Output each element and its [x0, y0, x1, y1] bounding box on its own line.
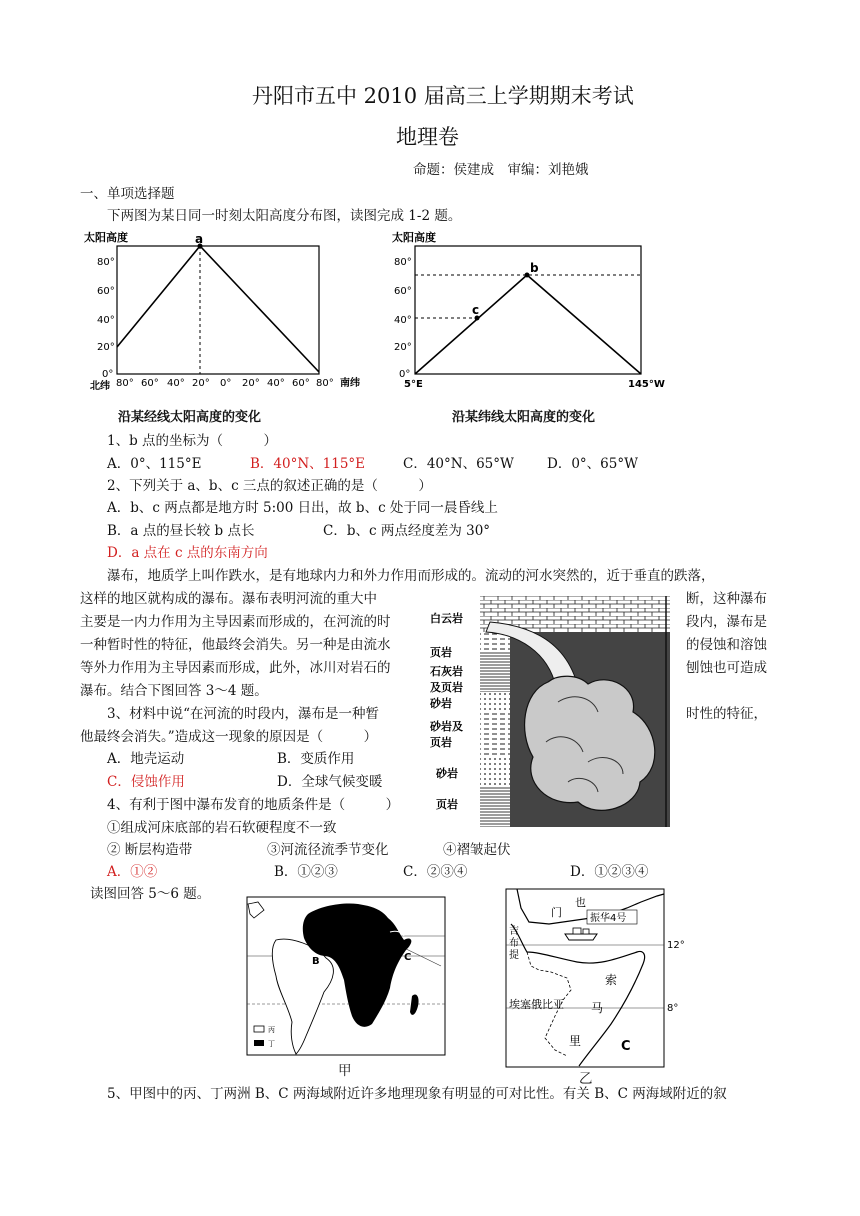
chart-left-line: [117, 246, 319, 372]
chart-left-xtick: 20°: [192, 378, 210, 389]
chart-left-xtick: 60°: [292, 378, 310, 389]
q2-option-c: C．b、c 两点经度差为 30°: [323, 523, 491, 539]
passage-line: 这样的地区就构成的瀑布。瀑布表明河流的重大中: [80, 591, 377, 607]
map-yi-suo: 索: [605, 973, 618, 987]
stratum-label: 白云岩: [430, 612, 463, 625]
map-yi-ma: 马: [591, 1001, 604, 1015]
stratum-label: 页岩: [430, 736, 452, 749]
q3-option-d: D．全球气候变暖: [277, 774, 383, 790]
map-jia-label-c: C: [404, 952, 412, 963]
map-yi-lat8: 8°: [667, 1003, 679, 1014]
map-jia-label-b: B: [312, 956, 320, 967]
q1-option-b: B．40°N、115°E: [250, 456, 366, 472]
map-jia-caption: 甲: [338, 1063, 352, 1079]
page-subtitle: 地理卷: [396, 125, 459, 149]
q5-stem: 5、甲图中的丙、丁两洲 B、C 两海域附近许多地理现象有明显的可对比性。有关 B、C 两海域附近的叙: [107, 1086, 727, 1102]
q4-stem: 4、有利于图中瀑布发育的地质条件是（ ）: [107, 797, 400, 813]
q1-stem: 1、b 点的坐标为（ ）: [107, 433, 278, 449]
stratum-label: 砂岩: [430, 697, 452, 710]
map-jia-legend-bing: 丙: [268, 1026, 275, 1034]
chart-right-xlabel-left: 5°E: [404, 379, 423, 390]
chart-right-ytick: 0°: [399, 369, 411, 380]
chart-left: [80, 226, 370, 398]
section-heading: 一、单项选择题: [80, 186, 175, 202]
q4-option-a: A．①②: [107, 864, 158, 880]
chart-right-point-b: [525, 273, 530, 278]
chart-right-point-c-label: c: [472, 303, 480, 317]
chart-right-ytick: 20°: [394, 342, 412, 353]
q4-option-b: B．①②③: [274, 864, 338, 880]
passage-line: 瀑布。结合下图回答 3～4 题。: [80, 683, 268, 699]
map-yi-men: 门: [551, 906, 562, 919]
chart-left-xtick: 40°: [167, 378, 185, 389]
q3-option-a: A．地壳运动: [107, 751, 185, 767]
q2-option-b: B．a 点的昼长较 b 点长: [107, 523, 255, 539]
chart-right-xlabel-right: 145°W: [628, 379, 665, 390]
chart-left-xtick: 40°: [267, 378, 285, 389]
chart-right-ytick: 60°: [394, 286, 412, 297]
map-yi-li: 里: [569, 1034, 582, 1048]
q3-option-c: C．侵蚀作用: [107, 774, 185, 790]
stratum-label: 砂岩及: [430, 720, 463, 733]
map-yi-ship-label: 振华4号: [590, 913, 627, 924]
q2-option-d: D．a 点在 c 点的东南方向: [107, 545, 268, 561]
chart-left-xlabel-left: 北纬: [90, 381, 110, 392]
chart-left-xtick: 20°: [242, 378, 260, 389]
q3-stem: 3、材料中说“在河流的时段内，瀑布是一种暂: [107, 706, 379, 722]
waterfall-figure: [428, 592, 678, 832]
q1-option-d: D．0°、65°W: [547, 456, 638, 472]
q4-statement: ①组成河床底部的岩石软硬程度不一致: [107, 820, 337, 836]
map-yi-bu: 布: [509, 938, 519, 949]
map-yi-ye: 也: [575, 896, 586, 909]
q4-statement: ④褶皱起伏: [443, 842, 511, 858]
q3-option-b: B．变质作用: [277, 751, 355, 767]
map-jia: [246, 896, 446, 1056]
q4-option-d: D．①②③④: [570, 864, 649, 880]
chart-left-ytick: 80°: [97, 257, 115, 268]
passage-line: 段内，瀑布是: [686, 614, 767, 630]
q3-stem: 他最终会消失。”造成这一现象的原因是（ ）: [80, 729, 378, 745]
stratum-label: 砂岩: [436, 767, 458, 780]
passage-line: 等外力作用为主导因素而形成，此外，冰川对岩石的: [80, 660, 391, 676]
chart-left-xtick: 0°: [220, 378, 232, 389]
q4-option-c: C．②③④: [403, 864, 468, 880]
passage-line: 一种暂时性的特征，他最终会消失。另一种是由流水: [80, 637, 391, 653]
chart-left-point-a-label: a: [195, 232, 204, 246]
map-yi: [505, 888, 685, 1068]
chart-right-caption: 沿某纬线太阳高度的变化: [452, 410, 596, 425]
passage-line: 断，这种瀑布: [686, 591, 767, 607]
chart-left-ytick: 0°: [102, 369, 114, 380]
chart-right-ylabel: 太阳高度: [392, 231, 436, 244]
map-yi-label-c: C: [621, 1039, 631, 1054]
chart-right-point-b-label: b: [530, 261, 539, 275]
chart-left-ytick: 40°: [97, 315, 115, 326]
passage-line: 的侵蚀和溶蚀: [686, 637, 767, 653]
stratum-label: 石灰岩: [430, 665, 463, 678]
q3-stem: 时性的特征，: [686, 706, 767, 722]
passage-line: 主要是一内力作用为主导因素而形成的，在河流的时: [80, 614, 391, 630]
q1-option-a: A．0°、115°E: [107, 456, 202, 472]
intro-q1-2: 下两图为某日同一时刻太阳高度分布图，读图完成 1-2 题。: [107, 208, 462, 224]
map-yi-ji: 吉: [509, 926, 519, 937]
chart-left-xtick: 80°: [116, 378, 134, 389]
page-title: 丹阳市五中 2010 届高三上学期期末考试: [252, 84, 634, 108]
map-yi-ti: 提: [509, 950, 519, 961]
passage-line: 刨蚀也可造成: [686, 660, 767, 676]
q2-option-a: A．b、c 两点都是地方时 5:00 日出，故 b、c 处于同一晨昏线上: [107, 500, 498, 516]
authors-line: 命题：侯建成 审编：刘艳娥: [413, 162, 589, 178]
q4-statement: ② 断层构造带: [107, 842, 193, 858]
q2-stem: 2、下列关于 a、b、c 三点的叙述正确的是（ ）: [107, 478, 432, 494]
chart-left-ylabel: 太阳高度: [84, 231, 128, 244]
chart-right-line: [415, 275, 641, 374]
chart-left-xtick: 80°: [316, 378, 334, 389]
map-yi-lat12: 12°: [667, 940, 685, 951]
chart-right: [390, 226, 670, 398]
map-yi-ethiopia: 埃塞俄比亚: [509, 998, 564, 1011]
q1-option-c: C．40°N、65°W: [403, 456, 514, 472]
chart-left-xlabel-right: 南纬: [340, 378, 360, 389]
q4-statement: ③河流径流季节变化: [267, 842, 389, 858]
chart-right-ytick: 80°: [394, 257, 412, 268]
map-yi-caption: 乙: [579, 1071, 593, 1087]
stratum-label: 页岩: [430, 646, 452, 659]
intro-q5-6: 读图回答 5～6 题。: [90, 886, 211, 902]
passage-line: 瀑布，地质学上叫作跌水，是有地球内力和外力作用而形成的。流动的河水突然的，近于垂直的跌落，: [107, 568, 715, 584]
stratum-label: 页岩: [436, 798, 458, 811]
chart-left-ytick: 60°: [97, 286, 115, 297]
stratum-label: 及页岩: [430, 681, 463, 694]
chart-left-xtick: 60°: [141, 378, 159, 389]
chart-left-ytick: 20°: [97, 342, 115, 353]
chart-left-caption: 沿某经线太阳高度的变化: [118, 410, 262, 425]
chart-right-ytick: 40°: [394, 315, 412, 326]
map-jia-legend-ding: 丁: [268, 1040, 275, 1048]
